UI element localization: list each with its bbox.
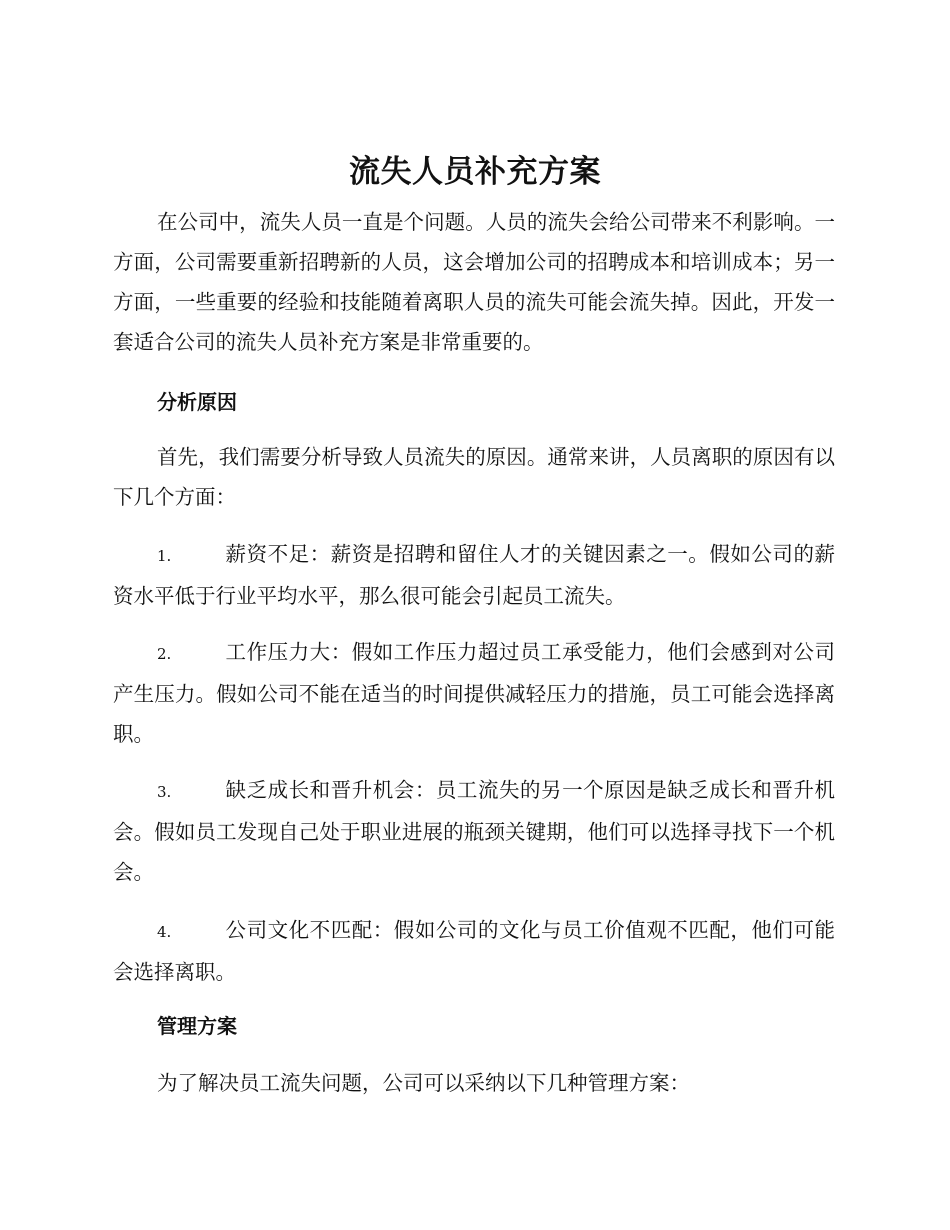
- list-item-number: 3.: [157, 783, 172, 801]
- document-title: 流失人员补充方案: [349, 154, 601, 190]
- analysis-lead-paragraph: 首先，我们需要分析导致人员流失的原因。通常来讲，人员离职的原因有以下几个方面：: [113, 445, 835, 509]
- list-item: [113, 534, 835, 616]
- section-heading-analysis: 分析原因: [157, 390, 237, 414]
- list-item-text: 公司文化不匹配：假如公司的文化与员工价值观不匹配，他们可能会选择离职。: [113, 918, 835, 984]
- list-item-number: 4.: [157, 923, 172, 941]
- section-heading-management: 管理方案: [157, 1014, 237, 1038]
- management-lead-paragraph: 为了解决员工流失问题，公司可以采纳以下几种管理方案：: [157, 1071, 690, 1095]
- list-item-text: 薪资不足：薪资是招聘和留住人才的关键因素之一。假如公司的薪资水平低于行业平均水平，那么很可能会引起员工流失。: [113, 542, 835, 608]
- list-item: [113, 632, 835, 754]
- list-item-text: 工作压力大：假如工作压力超过员工承受能力，他们会感到对公司产生压力。假如公司不能在适当的时间提供减轻压力的措施，员工可能会选择离职。: [113, 640, 835, 746]
- intro-paragraph: 在公司中，流失人员一直是个问题。人员的流失会给公司带来不利影响。一方面，公司需要重新招聘新的人员，这会增加公司的招聘成本和培训成本；另一方面，一些重要的经验和技能随着离职人员的流失可能会流失掉。因此，开发一套适合公司的流失人员补充方案是非常重要的。: [113, 210, 835, 354]
- list-item-text: 缺乏成长和晋升机会：员工流失的另一个原因是缺乏成长和晋升机会。假如员工发现自己处于职业进展的瓶颈关键期，他们可以选择寻找下一个机会。: [113, 778, 835, 884]
- list-item: [113, 910, 835, 992]
- list-item-number: 2.: [157, 645, 172, 663]
- list-item-number: 1.: [157, 547, 172, 565]
- list-item: [113, 770, 835, 892]
